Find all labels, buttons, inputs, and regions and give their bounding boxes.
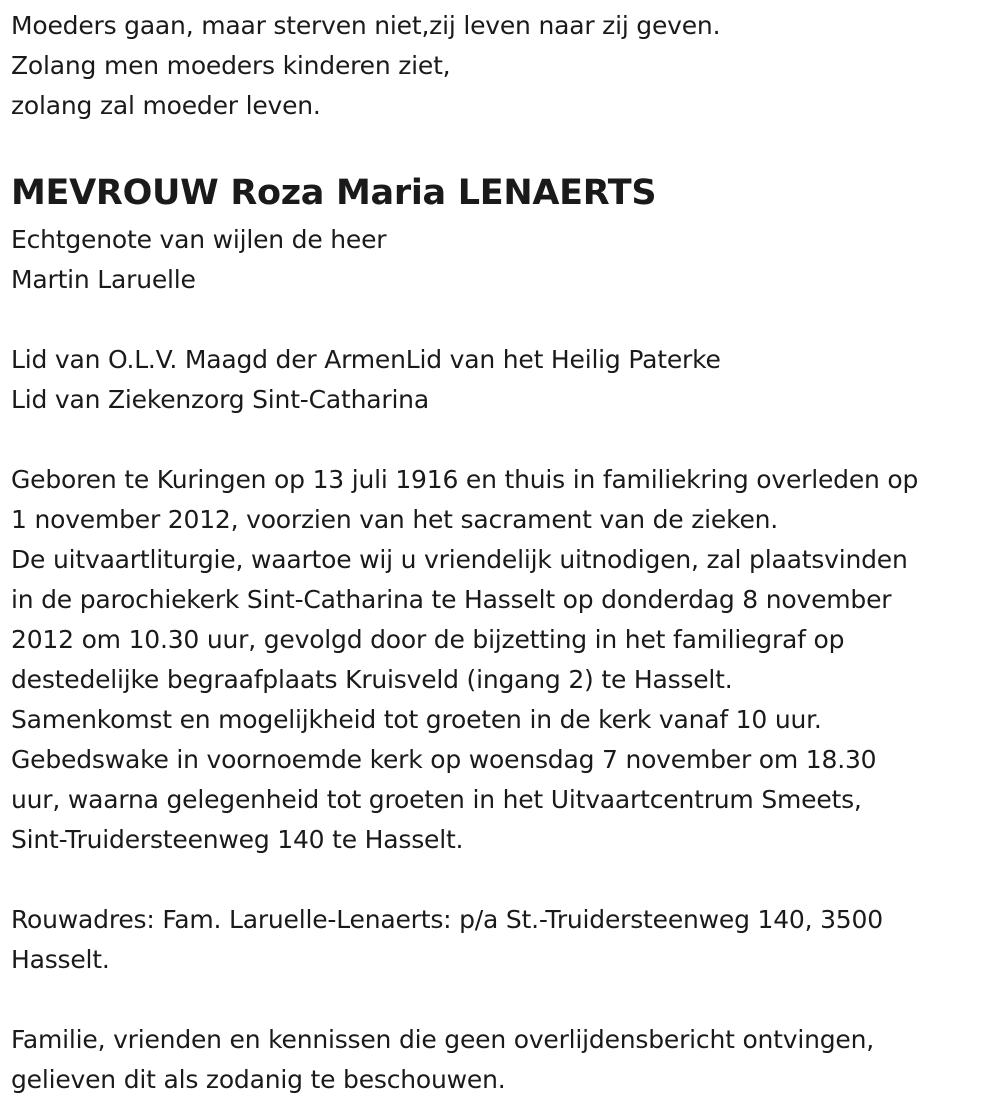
details-line: Sint-Truidersteenweg 140 te Hasselt. — [11, 825, 464, 854]
closing-block — [11, 1020, 991, 1100]
poem-line: Zolang men moeders kinderen ziet, — [11, 51, 451, 80]
spouse-name: Martin Laruelle — [11, 265, 196, 294]
membership-line: Lid van O.L.V. Maagd der ArmenLid van het Heilig Paterke — [11, 345, 721, 374]
details-line: De uitvaartliturgie, waartoe wij u vriendelijk uitnodigen, zal plaatsvinden — [11, 545, 908, 574]
details-line: destedelijke begraafplaats Kruisveld (ingang 2) te Hasselt. — [11, 665, 733, 694]
address-block — [11, 900, 991, 980]
closing-line: gelieven dit als zodanig te beschouwen. — [11, 1065, 506, 1094]
obituary-document — [11, 6, 991, 1100]
details-line: uur, waarna gelegenheid tot groeten in het Uitvaartcentrum Smeets, — [11, 785, 862, 814]
poem-line: zolang zal moeder leven. — [11, 91, 321, 120]
details-line: Samenkomst en mogelijkheid tot groeten in de kerk vanaf 10 uur. — [11, 705, 822, 734]
details-line: 2012 om 10.30 uur, gevolgd door de bijzetting in het familiegraf op — [11, 625, 845, 654]
deceased-name: MEVROUW Roza Maria LENAERTS — [11, 173, 657, 213]
details-line: in de parochiekerk Sint-Catharina te Hasselt op donderdag 8 november — [11, 585, 892, 614]
address-line: Rouwadres: Fam. Laruelle-Lenaerts: p/a St.-Truidersteenweg 140, 3500 — [11, 905, 883, 934]
closing-line: Familie, vrienden en kennissen die geen overlijdensbericht ontvingen, — [11, 1025, 875, 1054]
spouse-line: Echtgenote van wijlen de heer — [11, 225, 387, 254]
poem-line: Moeders gaan, maar sterven niet,zij leven naar zij geven. — [11, 11, 721, 40]
memberships-block — [11, 340, 991, 420]
details-line: Gebedswake in voornoemde kerk op woensdag 7 november om 18.30 — [11, 745, 877, 774]
details-line: 1 november 2012, voorzien van het sacrament van de zieken. — [11, 505, 779, 534]
spouse-block — [11, 220, 991, 300]
details-block — [11, 460, 991, 860]
details-line: Geboren te Kuringen op 13 juli 1916 en thuis in familiekring overleden op — [11, 465, 919, 494]
address-line: Hasselt. — [11, 945, 110, 974]
poem-block — [11, 6, 991, 126]
membership-line: Lid van Ziekenzorg Sint-Catharina — [11, 385, 429, 414]
